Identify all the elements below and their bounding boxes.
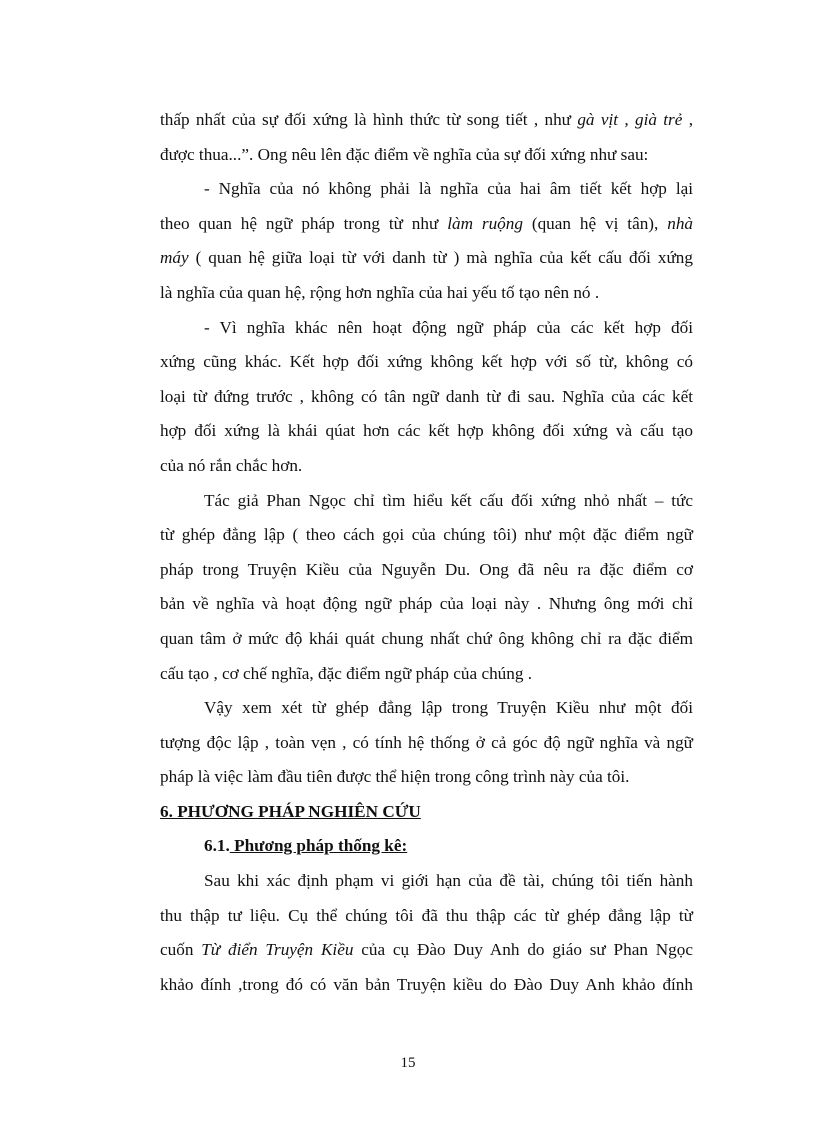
text-line bbox=[160, 380, 693, 415]
text-line bbox=[160, 899, 693, 934]
text-line bbox=[160, 172, 693, 207]
text-segment: là nghĩa của quan hệ, rộng hơn nghĩa của hai yếu tố tạo nên nó . bbox=[160, 282, 600, 302]
text-segment: 6.1. bbox=[204, 836, 230, 856]
text-segment: , bbox=[682, 110, 694, 129]
text-segment: hợp đối xứng là khái qúat hơn các kết hợp không đối xứng và cấu tạo bbox=[160, 421, 693, 441]
text-line bbox=[160, 449, 693, 484]
text-line bbox=[160, 622, 693, 657]
text-line bbox=[160, 103, 693, 138]
italic-term: Từ điển Truyện Kiều bbox=[201, 940, 354, 960]
text-segment: khảo đính ,trong đó có văn bản Truyện kiều do Đào Duy Anh khảo đính bbox=[160, 974, 693, 994]
text-line bbox=[160, 207, 693, 242]
text-segment: ( quan hệ giữa loại từ với danh từ ) mà nghĩa của kết cấu đối xứng bbox=[188, 248, 693, 268]
text-segment: Sau khi xác định phạm vi giới hạn của đề tài, chúng tôi tiến hành bbox=[204, 871, 693, 891]
text-segment: bản về nghĩa và hoạt động ngữ pháp của loại này . Nhưng ông mới chỉ bbox=[160, 594, 693, 614]
text-segment: pháp trong Truyện Kiều của Nguyễn Du. Ong đã nêu ra đặc điểm cơ bbox=[160, 559, 693, 579]
text-segment: của nó rắn chắc hơn. bbox=[160, 455, 303, 475]
text-segment: Tác giả Phan Ngọc chỉ tìm hiểu kết cấu đối xứng nhỏ nhất – tức bbox=[204, 490, 693, 510]
text-segment: thu thập tư liệu. Cụ thể chúng tôi đã thu thập các từ ghép đẳng lập từ bbox=[160, 905, 693, 925]
text-line bbox=[160, 864, 693, 899]
text-line bbox=[160, 933, 693, 968]
text-line bbox=[160, 276, 693, 311]
text-line bbox=[160, 587, 693, 622]
subsection-heading bbox=[160, 829, 693, 864]
section-heading bbox=[160, 795, 693, 830]
text-segment: tượng độc lập , toàn vẹn , có tính hệ thống ở cả góc độ ngữ nghĩa và ngữ bbox=[160, 732, 693, 752]
text-line bbox=[160, 553, 693, 588]
body-text bbox=[160, 103, 693, 1002]
text-segment: cấu tạo , cơ chế nghĩa, đặc điểm ngữ pháp của chúng . bbox=[160, 663, 533, 683]
text-line bbox=[160, 760, 693, 795]
text-line bbox=[160, 691, 693, 726]
text-segment: - Vì nghĩa khác nên hoạt động ngữ pháp của các kết hợp đối bbox=[204, 317, 693, 337]
text-line bbox=[160, 968, 693, 1003]
italic-term: máy bbox=[160, 248, 189, 268]
text-segment: của cụ Đào Duy Anh do giáo sư Phan Ngọc bbox=[353, 940, 693, 960]
text-line bbox=[160, 345, 693, 380]
text-segment: quan tâm ở mức độ khái quát chung nhất chứ ông không chỉ ra đặc điểm bbox=[160, 628, 693, 648]
text-segment: (quan hệ vị tân), bbox=[522, 213, 668, 233]
text-line bbox=[160, 241, 693, 276]
text-segment: cuốn bbox=[160, 940, 202, 960]
text-line bbox=[160, 484, 693, 519]
text-segment: thấp nhất của sự đối xứng là hình thức từ song tiết , như bbox=[160, 110, 578, 129]
text-segment: từ ghép đẳng lập ( theo cách gọi của chúng tôi) như một đặc điểm ngữ bbox=[160, 525, 693, 545]
text-segment: Phương pháp thống kê: bbox=[229, 836, 408, 856]
text-segment: được thua...”. Ong nêu lên đặc điểm về nghĩa của sự đối xứng như sau: bbox=[160, 144, 649, 164]
text-segment: loại từ đứng trước , không có tân ngữ danh từ đi sau. Nghĩa của các kết bbox=[160, 386, 693, 406]
text-line bbox=[160, 311, 693, 346]
text-line bbox=[160, 518, 693, 553]
page-number: 15 bbox=[400, 1055, 416, 1071]
text-segment: pháp là việc làm đầu tiên được thể hiện trong công trình này của tôi. bbox=[160, 767, 630, 787]
text-line bbox=[160, 138, 693, 173]
italic-term: gà vịt , già trẻ bbox=[577, 110, 683, 129]
text-segment: xứng cũng khác. Kết hợp đối xứng không kết hợp với số từ, không có bbox=[160, 352, 693, 372]
text-line bbox=[160, 414, 693, 449]
text-segment: 6. PHƯƠNG PHÁP NGHIÊN CỨU bbox=[160, 801, 421, 821]
italic-term: làm ruộng bbox=[447, 213, 523, 233]
italic-term: nhà bbox=[667, 213, 693, 233]
text-segment: theo quan hệ ngữ pháp trong từ như bbox=[160, 213, 448, 233]
text-segment: - Nghĩa của nó không phải là nghĩa của hai âm tiết kết hợp lại bbox=[204, 179, 693, 199]
text-segment: Vậy xem xét từ ghép đẳng lập trong Truyện Kiều như một đối bbox=[204, 698, 693, 718]
text-line bbox=[160, 726, 693, 761]
text-line bbox=[160, 657, 693, 692]
